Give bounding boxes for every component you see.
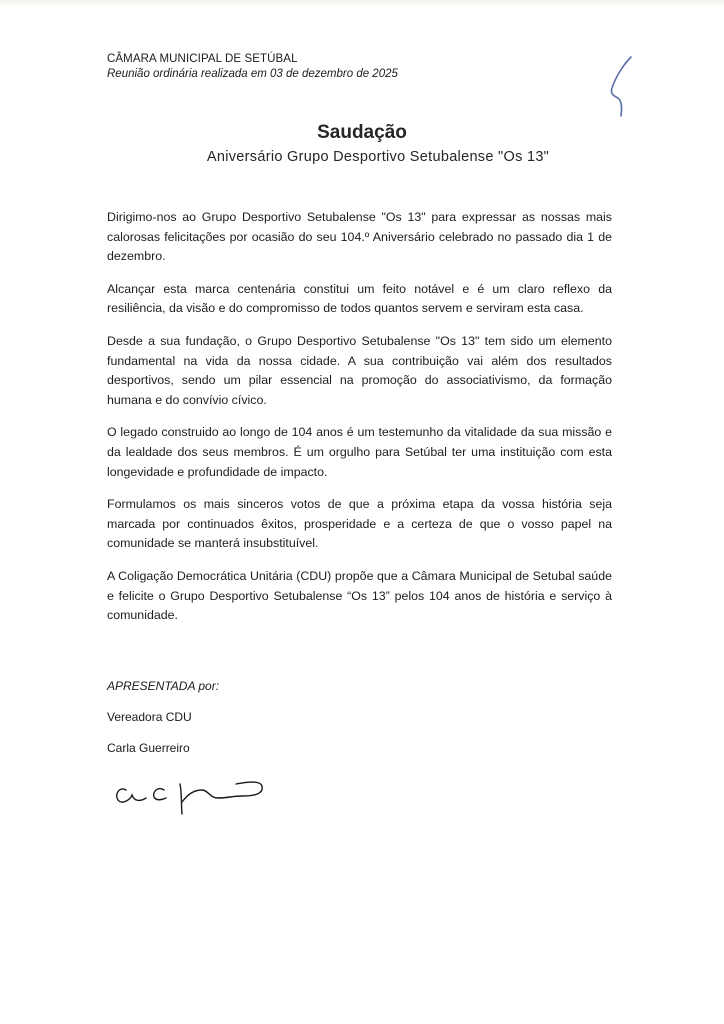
document-header [107,52,398,82]
document-title: Saudação [317,122,407,143]
presented-by-label: APRESENTADA por: [107,679,220,693]
presenter-name: Carla Guerreiro [107,741,190,755]
document-body [107,208,612,639]
body-paragraph: Desde a sua fundação, o Grupo Desportivo Setubalense "Os 13" tem sido um elemento fundamental na vida da nossa cidade. A sua contribuição vai além dos resultados desportivos, sendo um pilar essencial na promoção do associativismo, da formação humana e do convívio cívico. [107,333,612,407]
organization-name: CÂMARA MUNICIPAL DE SETÚBAL [107,53,298,65]
body-paragraph: Dirigimo-nos ao Grupo Desportivo Setubalense "Os 13" para expressar as nossas mais calorosas felicitações por ocasião do seu 104.º Aniversário celebrado no passado dia 1 de dezembro. [107,210,612,264]
body-paragraph: Alcançar esta marca centenária constitui um feito notável e é um claro reflexo da resiliência, da visão e do compromisso de todos quantos servem e serviram esta casa. [107,281,612,316]
document-subtitle: Aniversário Grupo Desportivo Setubalense "Os 13" [206,149,550,165]
meeting-date-line: Reunião ordinária realizada em 03 de dezembro de 2025 [107,68,398,80]
handwritten-initial-mark [600,52,640,122]
body-paragraph: O legado construido ao longo de 104 anos é um testemunho da vitalidade da sua missão e da lealdade dos seus membros. É um orgulho para Setúbal ter uma instituição com esta longevidade e profundidade de impacto. [107,425,612,479]
body-paragraph: Formulamos os mais sinceros votos de que a próxima etapa da vossa história seja marcada por continuados êxitos, prosperidade e a certeza de que o vosso papel na comunidade se manterá insubstituível. [107,497,612,551]
handwritten-signature [112,768,282,818]
body-paragraph: A Coligação Democrática Unitária (CDU) propõe que a Câmara Municipal de Setubal saúde e felicite o Grupo Desportivo Setubalense “Os 13” pelos 104 anos de história e serviço à comunidade. [107,568,612,623]
presenter-role: Vereadora CDU [107,710,192,724]
scan-top-edge [0,0,724,6]
presented-by-block [107,676,219,769]
